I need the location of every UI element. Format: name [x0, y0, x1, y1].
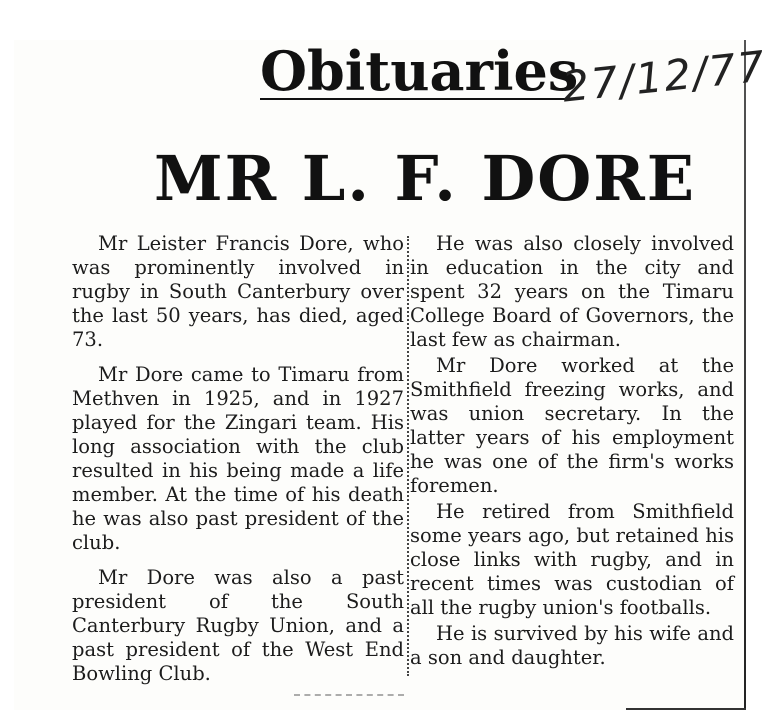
section-title: Obituaries	[260, 39, 579, 103]
clipping-edge-bottom	[626, 708, 746, 710]
right-column	[410, 232, 734, 672]
paragraph: Mr Dore came to Timaru from Methven in 1925, and in 1927 played for the Zingari team. His long association with the club resulted in his being made a life member. At the time of his death he was also past president of the club.	[72, 363, 404, 554]
paragraph: He was also closely involved in education in the city and spent 32 years on the Timaru College Board of Governors, the last few as chairman.	[410, 232, 734, 351]
clipping-edge	[744, 40, 746, 710]
print-smudge	[294, 688, 404, 696]
paragraph: He retired from Smithfield some years ago, but retained his close links with rugby, and in recent times was custodian of all the rugby union's footballs.	[410, 500, 734, 619]
headline: MR L. F. DORE	[154, 142, 697, 215]
paragraph: Mr Leister Francis Dore, who was prominently involved in rugby in South Canterbury over the last 50 years, has died, aged 73.	[72, 232, 404, 351]
paragraph: He is survived by his wife and a son and daughter.	[410, 622, 734, 669]
newspaper-clipping	[14, 39, 769, 710]
paragraph: Mr Dore worked at the Smithfield freezing works, and was union secretary. In the latter years of his employment he was one of the firm's works foremen.	[410, 354, 734, 497]
paragraph: Mr Dore was also a past president of the South Canterbury Rugby Union, and a past president of the West End Bowling Club.	[72, 566, 404, 685]
handwritten-date: 27/12/77	[559, 41, 769, 112]
left-column	[72, 232, 404, 697]
